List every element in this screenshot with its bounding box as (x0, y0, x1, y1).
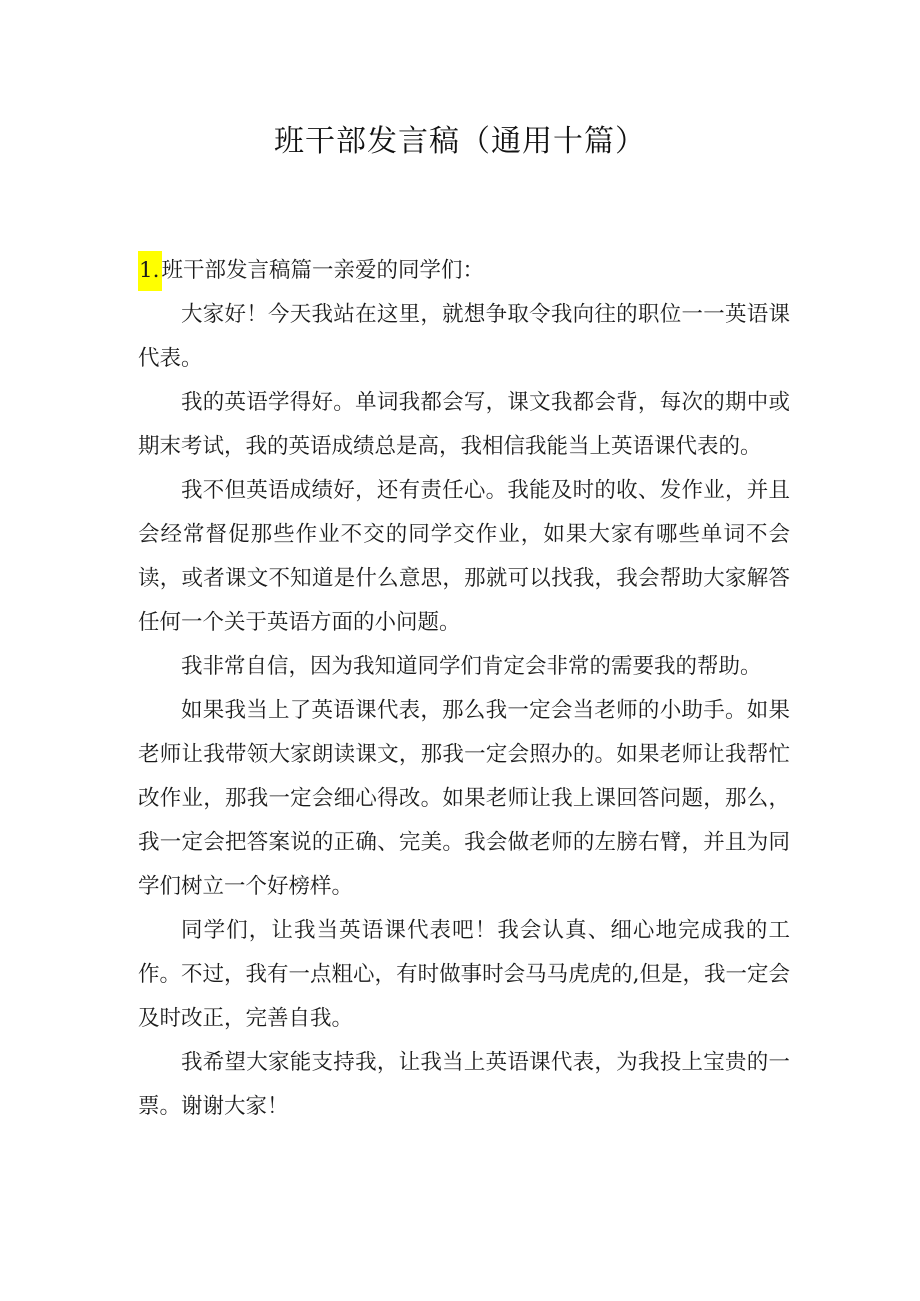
section-heading-text: 班干部发言稿篇一亲爱的同学们： (161, 258, 485, 283)
paragraph: 我希望大家能支持我，让我当上英语课代表，为我投上宝贵的一票。谢谢大家！ (138, 1050, 790, 1119)
paragraph: 同学们，让我当英语课代表吧！我会认真、细心地完成我的工作。不过，我有一点粗心，有时做事时会马马虎虎的,但是，我一定会及时改正，完善自我。 (138, 918, 790, 1031)
highlighted-section-number: 1. (138, 251, 162, 291)
paragraph: 如果我当上了英语课代表，那么我一定会当老师的小助手。如果老师让我带领大家朗读课文，那我一定会照办的。如果老师让我帮忙改作业，那我一定会细心得改。如果老师让我上课回答问题，那么，我一定会把答案说的正确、完美。我会做老师的左膀右臂，并且为同学们树立一个好榜样。 (138, 698, 790, 899)
document-body (138, 249, 790, 1129)
section-heading (138, 249, 790, 293)
paragraph: 我的英语学得好。单词我都会写，课文我都会背，每次的期中或期末考试，我的英语成绩总是高，我相信我能当上英语课代表的。 (138, 390, 790, 459)
document-title: 班干部发言稿（通用十篇） (274, 124, 646, 159)
paragraph: 我不但英语成绩好，还有责任心。我能及时的收、发作业，并且会经常督促那些作业不交的同学交作业，如果大家有哪些单词不会读，或者课文不知道是什么意思，那就可以找我，我会帮助大家解答任何一个关于英语方面的小问题。 (138, 478, 790, 635)
paragraph: 我非常自信，因为我知道同学们肯定会非常的需要我的帮助。 (181, 654, 762, 679)
paragraph: 大家好！今天我站在这里，就想争取令我向往的职位一一英语课代表。 (138, 302, 790, 371)
